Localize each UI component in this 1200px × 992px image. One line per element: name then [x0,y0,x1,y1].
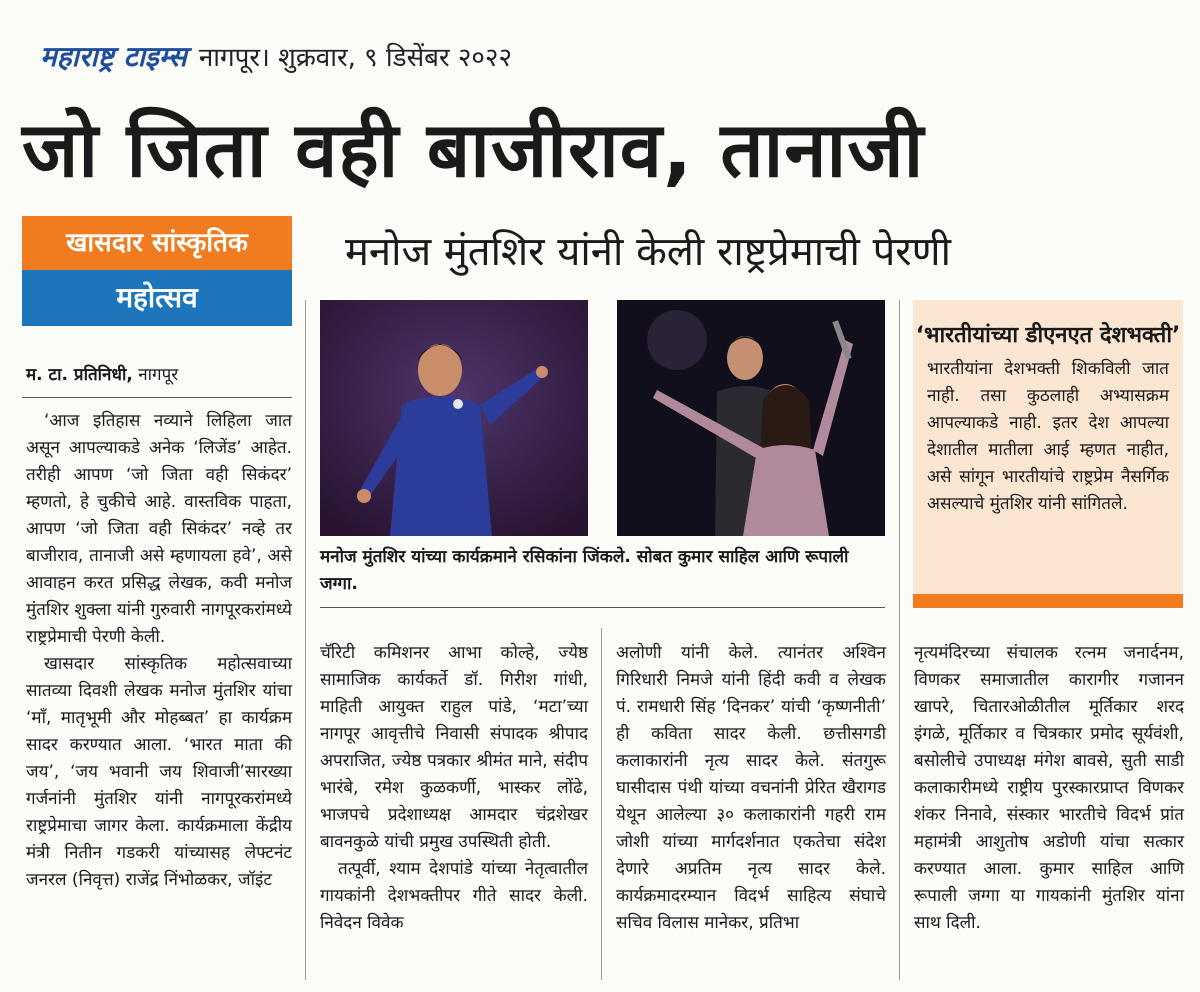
photo-manoj-muntashir [320,300,588,536]
article-column-1 [26,408,292,894]
quote-sidebox [913,300,1183,608]
byline-author: म. टा. प्रतिनिधी, [26,365,133,385]
event-badge [22,216,292,326]
byline-place: नागपूर [138,365,179,385]
byline-rule [22,397,292,398]
paragraph: तत्पूर्वी, श्याम देशपांडे यांच्या नेतृत्वातील गायकांनी देशभक्तीपर गीते सादर केली. निवेदन विवेक [320,859,588,933]
masthead [40,36,512,76]
newspaper-brand: महाराष्ट्र टाइम्स [40,40,187,73]
subheadline: मनोज मुंतशिर यांनी केली राष्ट्रप्रेमाची पेरणी [345,229,951,275]
sidebox-accent-bar [913,594,1183,608]
column-divider [899,300,900,980]
article-column-4 [914,640,1184,937]
paragraph: अलोणी यांनी केले. त्यानंतर अश्विन गिरिधारी निमजे यांनी हिंदी कवी व लेखक पं. रामधारी सिंह ‘दिनकर’ यांची ‘कृष्णनीती’ ही कविता सादर केली. छत्तीसगडी कलाकारांनी नृत्य सादर केले. संतगुरू घासीदास पंथी यांच्या वचनांनी प्रेरित खैरागड येथून आलेल्या ३० कलाकारांनी गहरी राम जोशी यांच्या मार्गदर्शनात एकतेचा संदेश देणारे अप्रतिम नृत्य सादर केले. कार्यक्रमादरम्यान विदर्भ साहित्य संघाचे सचिव विलास मानेकर, प्रतिभा [616,643,886,933]
headline: जो जिता वही बाजीराव, तानाजी [22,105,925,194]
sidebox-title: ‘भारतीयांच्या डीएनएत देशभक्ती’ [915,323,1181,348]
column-divider [601,628,602,980]
paragraph: ‘आज इतिहास नव्याने लिहिला जात असून आपल्याकडे अनेक ‘लिजेंड’ आहेत. तरीही आपण ‘जो जिता वही सिकंदर’ म्हणतो, हे चुकीचे आहे. वास्तविक पाहता, आपण ‘जो जिता वही सिकंदर’ नव्हे तर बाजीराव, तानाजी असे म्हणायला हवे’, असे आवाहन करत प्रसिद्ध लेखक, कवी मनोज मुंतशिर शुक्ला यांनी गुरुवारी नागपूरकरांमध्ये राष्ट्रप्रेमाची पेरणी केली. [26,411,292,647]
article-column-2 [320,640,588,937]
article-column-3 [616,640,886,937]
sidebox-text: भारतीयांना देशभक्ती शिकविली जात नाही. तसा कुठलाही अभ्यासक्रम आपल्याकडे नाही. इतर देश आपल्या देशातील मातीला आई म्हणत नाहीत, असे सांगून भारतीयांचे राष्ट्रप्रेम नैसर्गिक असल्याचे मुंतशिर यांनी सांगितले. [927,359,1169,514]
singers-photo-illustration [617,300,885,536]
photo-caption: मनोज मुंतशिर यांच्या कार्यक्रमाने रसिकांना जिंकले. सोबत कुमार साहिल आणि रूपाली जग्गा. [320,547,849,594]
stage-photo-illustration [320,300,588,536]
photo-singers [617,300,885,536]
paragraph: नृत्यमंदिरच्या संचालक रत्नम जनार्दनम, विणकर समाजातील कारागीर गजानन खापरे, चितारओळीतील मूर्तिकार शरद इंगळे, मूर्तिकार व चित्रकार प्रमोद सूर्यवंशी, बसोलीचे उपाध्यक्ष मंगेश बावसे, सुती साडी कलाकारीमध्ये राष्ट्रीय पुरस्कारप्राप्त विणकर शंकर निनावे, संस्कार भारतीचे विदर्भ प्रांत महामंत्री आशुतोष अडोणी यांचा सत्कार करण्यात आला. कुमार साहिल आणि रूपाली जग्गा या गायकांनी मुंतशिर यांना साथ दिली. [914,643,1184,933]
paragraph: खासदार सांस्कृतिक महोत्सवाच्या सातव्या दिवशी लेखक मनोज मुंतशिर यांचा ‘माँ, मातृभूमी और मोहब्बत’ हा कार्यक्रम सादर करण्यात आला. ‘भारत माता की जय’, ‘जय भवानी जय शिवाजी’सारख्या गर्जनांनी मुंतशिर यांनी नागपूरकरांमध्ये राष्ट्रप्रेमाचा जागर केला. कार्यक्रमाला केंद्रीय मंत्री नितीन गडकरी यांच्यासह लेफ्टनंट जनरल (निवृत्त) राजेंद्र निंभोळकर, जॉइंट [26,654,292,890]
caption-rule [320,607,885,608]
badge-line1: खासदार सांस्कृतिक [22,216,292,270]
byline [26,362,178,385]
column-divider [305,300,306,980]
paragraph: चॅरिटी कमिशनर आभा कोल्हे, ज्येष्ठ सामाजिक कार्यकर्ते डॉ. गिरीश गांधी, माहिती आयुक्त राहुल पांडे, ‘मटा’च्या नागपूर आवृत्तीचे निवासी संपादक श्रीपाद अपराजित, ज्येष्ठ पत्रकार श्रीमंत माने, संदीप भारंबे, रमेश कुळकर्णी, भास्कर लोंढे, भाजपचे प्रदेशाध्यक्ष आमदार चंद्रशेखर बावनकुळे यांची प्रमुख उपस्थिती होती. [320,643,588,852]
badge-line2: महोत्सव [22,270,292,326]
dateline: नागपूर। शुक्रवार, ९ डिसेंबर २०२२ [198,43,512,73]
